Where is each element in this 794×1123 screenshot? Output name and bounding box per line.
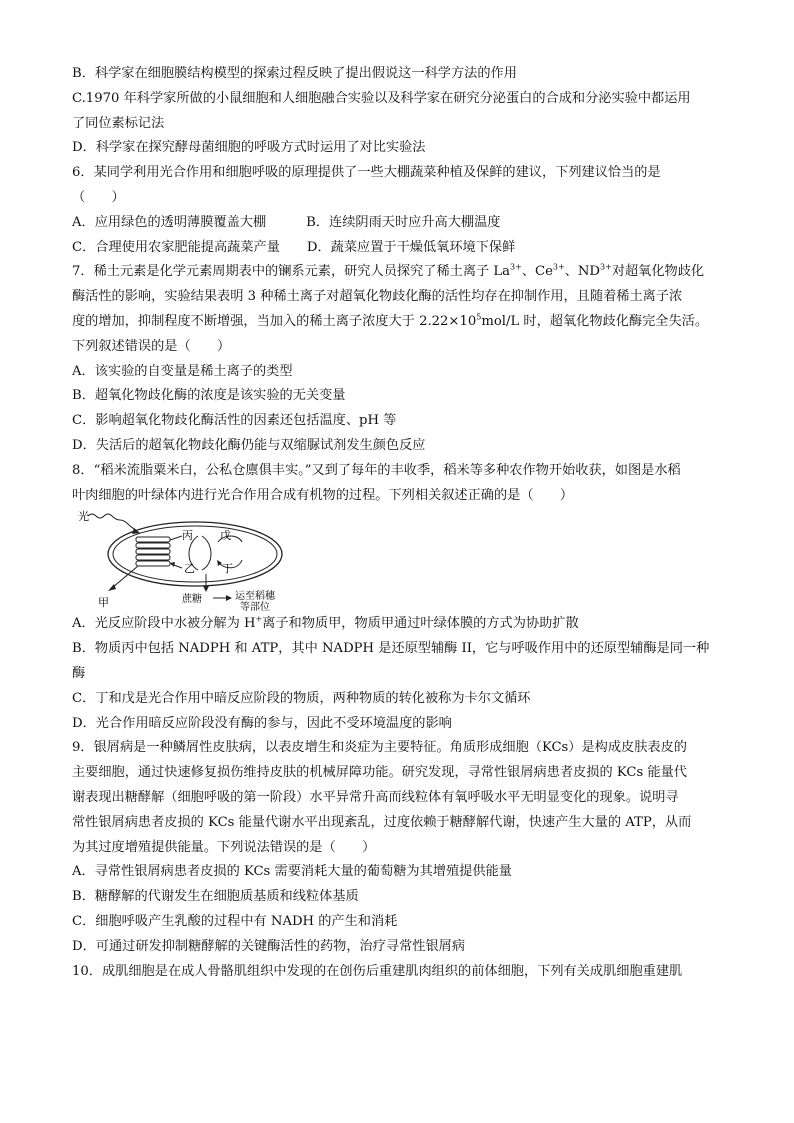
q6-option-b: B．连续阴雨天时应升高大棚温度 — [306, 214, 501, 230]
q8-option-b-line1: B．物质丙中包括 NADPH 和 ATP，其中 NADPH 是还原型辅酶 II，它与呼吸作用中的还原型辅酶是同一种 — [72, 641, 710, 657]
q7-stem-line4: 下列叙述错误的是（ ） — [72, 338, 231, 354]
cycle-arc-right — [202, 536, 211, 570]
q9-option-d: D．可通过研发抑制糖酵解的关键酶活性的药物，治疗寻常性银屑病 — [72, 938, 466, 954]
q6-option-c: C．合理使用农家肥能提高蔬菜产量 — [72, 239, 280, 255]
arrow-yi-head — [170, 562, 175, 567]
thylakoid-grana — [136, 537, 170, 566]
q5-option-d: D．科学家在探究酵母菌细胞的呼吸方式时运用了对比实验法 — [72, 140, 426, 156]
light-wave — [88, 514, 136, 530]
q8-stem-line2: 叶肉细胞的叶绿体内进行光合作用合成有机物的过程。下列相关叙述正确的是（ ） — [72, 487, 574, 503]
q6-option-a: A．应用绿色的透明薄膜覆盖大棚 — [72, 214, 267, 230]
q9-stem-line3: 谢表现出糖酵解（细胞呼吸的第一阶段）水平异常升高而线粒体有氧呼吸水平无明显变化的现象。说明寻 — [72, 789, 679, 805]
q9-stem-line1: 9．银屑病是一种鳞屑性皮肤病，以表皮增生和炎症为主要特征。角质形成细胞（KCs）是构成皮肤表皮的 — [72, 740, 687, 756]
label-light: 光 — [78, 510, 89, 524]
exam-page — [72, 62, 732, 984]
q7-option-b: B．超氧化物歧化酶的浓度是该实验的无关变量 — [72, 388, 346, 404]
q9-option-c: C．细胞呼吸产生乳酸的过程中有 NADH 的产生和消耗 — [72, 913, 398, 929]
label-dest-line2: 等部位 — [240, 602, 270, 613]
label-sucrose: 蔗糖 — [182, 594, 202, 606]
q7-option-c: C．影响超氧化物歧化酶活性的因素还包括温度、pH 等 — [72, 413, 397, 429]
label-dest-line1: 运至稻穗 — [235, 591, 275, 603]
q7-option-a: A．该实验的自变量是稀土离子的类型 — [72, 363, 293, 379]
label-bing: 丙 — [182, 529, 193, 543]
arrow-to-sucrose-head — [203, 586, 209, 592]
q7-stem-line2: 酶活性的影响，实验结果表明 3 种稀土离子对超氧化物歧化酶的活性均存在抑制作用，且随着稀土离子浓 — [72, 289, 683, 305]
q9-option-a: A．寻常性银屑病患者皮损的 KCs 需要消耗大量的葡萄糖为其增殖提供能量 — [72, 864, 512, 880]
q5-option-c-line2: 了同位素标记法 — [72, 115, 165, 131]
q8-stem-line1: 8．“稻米流脂粟米白，公私仓廪俱丰实。”又到了每年的丰收季，稻米等多种农作物开始收获，如图是水稻 — [72, 462, 681, 478]
q8-option-a: A．光反应阶段中水被分解为 H+离子和物质甲，物质甲通过叶绿体膜的方式为协助扩散 — [72, 614, 579, 632]
q7-option-d: D．失活后的超氧化物歧化酶仍能与双缩脲试剂发生颜色反应 — [72, 437, 426, 453]
arrow-grana-to-bing — [170, 536, 182, 540]
q9-stem-line5: 为其过度增殖提供能量。下列说法错误的是（ ） — [72, 839, 376, 855]
q8-option-b-line2: 酶 — [72, 665, 86, 681]
q6-options-cd — [72, 236, 732, 261]
q5-option-b: B．科学家在细胞膜结构模型的探索过程反映了提出假说这一科学方法的作用 — [72, 66, 517, 81]
chloroplast-diagram — [78, 508, 732, 612]
q10-stem-line1: 10．成肌细胞是在成人骨骼肌组织中发现的在创伤后重建肌肉组织的前体细胞，下列有关成肌细胞重建肌 — [72, 963, 683, 979]
q8-option-c: C．丁和戊是光合作用中暗反应阶段的物质，两种物质的转化被称为卡尔文循环 — [72, 690, 531, 706]
q6-option-d: D．蔬菜应置于干燥低氧环境下保鲜 — [306, 239, 516, 255]
q6-stem-line2: （ ） — [72, 189, 125, 205]
q8-option-d: D．光合作用暗反应阶段没有酶的参与，因此不受环境温度的影响 — [72, 715, 452, 731]
q9-option-b: B．糖酵解的代谢发生在细胞质基质和线粒体基质 — [72, 889, 359, 905]
label-wu: 戊 — [220, 529, 231, 543]
label-jia: 甲 — [98, 596, 109, 610]
q6-stem-line1: 6．某同学利用光合作用和细胞呼吸的原理提供了一些大棚蔬菜种植及保鲜的建议，下列建议恰当的是 — [72, 165, 661, 181]
label-ding: 丁 — [222, 562, 233, 576]
label-yi: 乙 — [184, 562, 195, 576]
arrow-sucrose-to-ear-head — [226, 595, 232, 601]
q9-stem-line2: 主要细胞，通过快速修复损伤维持皮肤的机械屏障功能。研究发现，寻常性银屑病患者皮损的 KCs 能量代 — [72, 765, 687, 781]
q7-stem-line1: 7．稀土元素是化学元素周期表中的镧系元素，研究人员探究了稀土离子 $La^{3+}$、$Ce^{3+}$、$ND^{3+}$对超氧化物歧化 — [72, 262, 705, 280]
q7-stem-line3: 度的增加，抑制程度不断增强，当加入的稀土离子浓度大于 $2.22\times 10^5mol/L$ 时，超氧化物歧化酶完全失活。 — [72, 312, 709, 329]
q5-option-c-line1: C.1970 年科学家所做的小鼠细胞和人细胞融合实验以及科学家在研究分泌蛋白的合成和分泌实验中都运用 — [72, 90, 691, 106]
q9-stem-line4: 常性银屑病患者皮损的 KCs 能量代谢水平出现紊乱，过度依赖于糖酵解代谢，快速产生大量的 ATP，从而 — [72, 814, 692, 830]
q6-options-ab — [72, 211, 732, 236]
chloroplast-svg — [78, 508, 308, 612]
